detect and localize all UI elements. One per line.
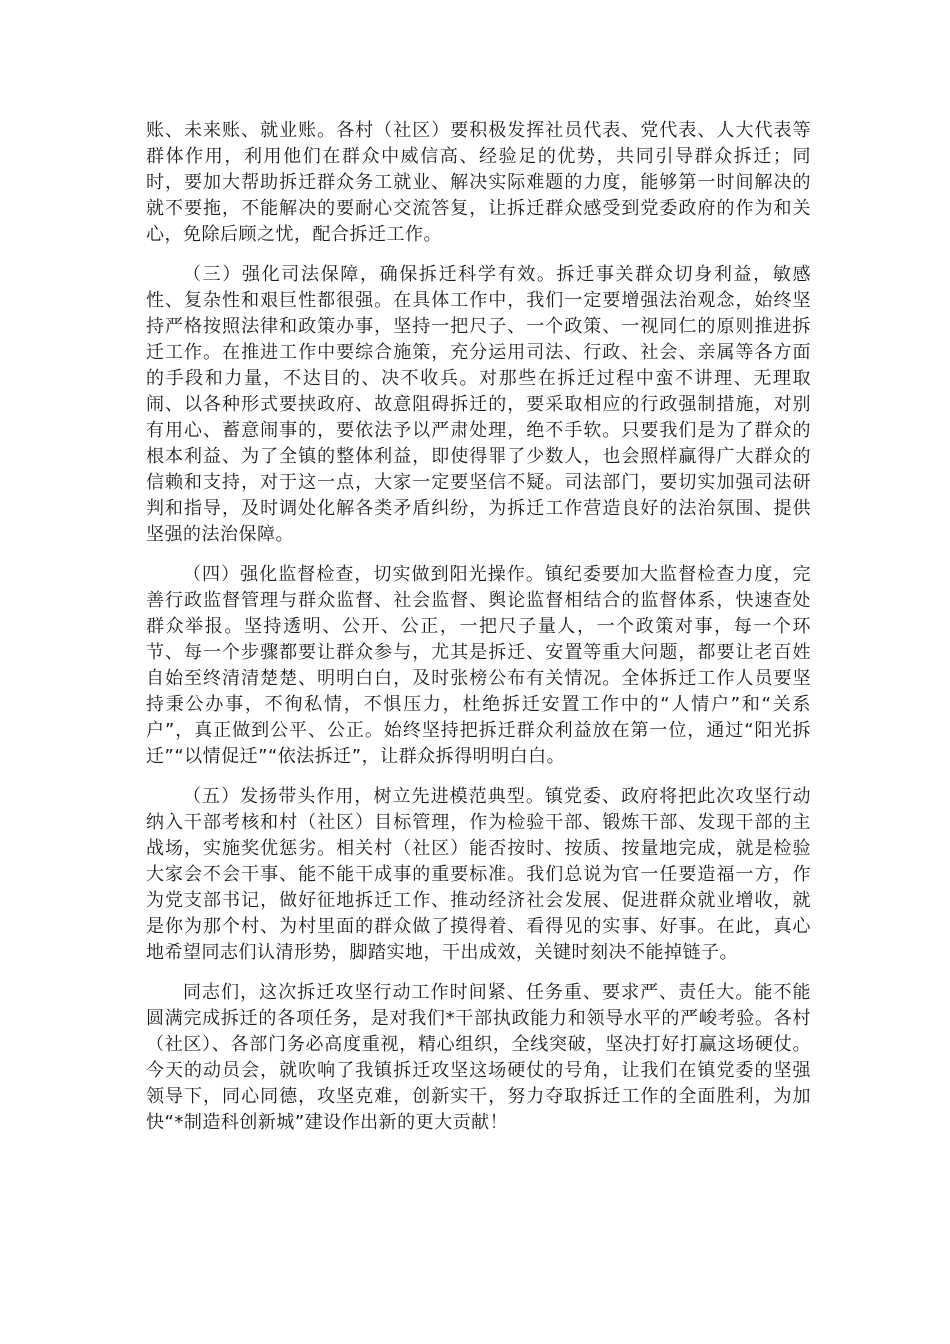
paragraph-supervision-inspection: （四）强化监督检查，切实做到阳光操作。镇纪委要加大监督检查力度，完善行政监督管理与群众监督、社会监督、舆论监督相结合的监督体系，快速查处群众举报。坚持透明、公开、公正，一把尺子量人，一个政策对事，每一个环节、每一个步骤都要让群众参与，尤其是拆迁、安置等重大问题，都要让老百姓自始至终清清楚楚、明明白白，及时张榜公布有关情况。全体拆迁工作人员要坚持秉公办事，不徇私情，不惧压力，杜绝拆迁安置工作中的“人情户”和“关系户”，真正做到公平、公正。始终坚持把拆迁群众利益放在第一位，通过“阳光拆迁”“以情促迁”“依法拆迁”，让群众拆得明明白白。 — [146, 564, 811, 767]
paragraph-closing-remarks: 同志们，这次拆迁攻坚行动工作时间紧、任务重、要求严、责任大。能不能圆满完成拆迁的各项任务，是对我们*干部执政能力和领导水平的严峻考验。各村（社区）、各部门务必高度重视，精心组织，全线突破，坚决打好打赢这场硬仗。今天的动员会，就吹响了我镇拆迁攻坚这场硬仗的号角，让我们在镇党委的坚强领导下，同心同德，攻坚克难，创新实干，努力夺取拆迁工作的全面胜利，为加快“*制造科创新城”建设作出新的更大贡献！ — [146, 982, 811, 1133]
paragraph-judicial-guarantee: （三）强化司法保障，确保拆迁科学有效。拆迁事关群众切身利益，敏感性、复杂性和艰巨性都很强。在具体工作中，我们一定要增强法治观念，始终坚持严格按照法律和政策办事，坚持一把尺子、一个政策、一视同仁的原则推进拆迁工作。在推进工作中要综合施策，充分运用司法、行政、社会、亲属等各方面的手段和力量，不达目的、决不收兵。对那些在拆迁过程中蛮不讲理、无理取闹、以各种形式要挟政府、故意阻碍拆迁的，要采取相应的行政强制措施，对别有用心、蓄意闹事的，要依法予以严肃处理，绝不手软。只要我们是为了群众的根本利益、为了全镇的整体利益，即使得罪了少数人，也会照样赢得广大群众的信赖和支持，对于这一点，大家一定要坚信不疑。司法部门，要切实加强司法研判和指导，及时调处化解各类矛盾纠纷，为拆迁工作营造良好的法治氛围、提供坚强的法治保障。 — [146, 264, 811, 545]
document-body — [146, 118, 811, 1150]
paragraph-intro-continuation: 账、未来账、就业账。各村（社区）要积极发挥社员代表、党代表、人大代表等群体作用，利用他们在群众中威信高、经验足的优势，共同引导群众拆迁；同时，要加大帮助拆迁群众务工就业、解决实际难题的力度，能够第一时间解决的就不要拖，不能解决的要耐心交流答复，让拆迁群众感受到党委政府的作为和关心，免除后顾之忧，配合拆迁工作。 — [146, 120, 811, 245]
paragraph-leading-role: （五）发扬带头作用，树立先进模范典型。镇党委、政府将把此次攻坚行动纳入干部考核和村（社区）目标管理，作为检验干部、锻炼干部、发现干部的主战场，实施奖优惩劣。相关村（社区）能否按时、按质、按量地完成，就是检验大家会不会干事、能不能干成事的重要标准。我们总说为官一任要造福一方，作为党支部书记，做好征地拆迁工作、推动经济社会发展、促进群众就业增收，就是你为那个村、为村里面的群众做了摸得着、看得见的实事、好事。在此，真心地希望同志们认清形势，脚踏实地，干出成效，关键时刻决不能掉链子。 — [146, 786, 811, 963]
